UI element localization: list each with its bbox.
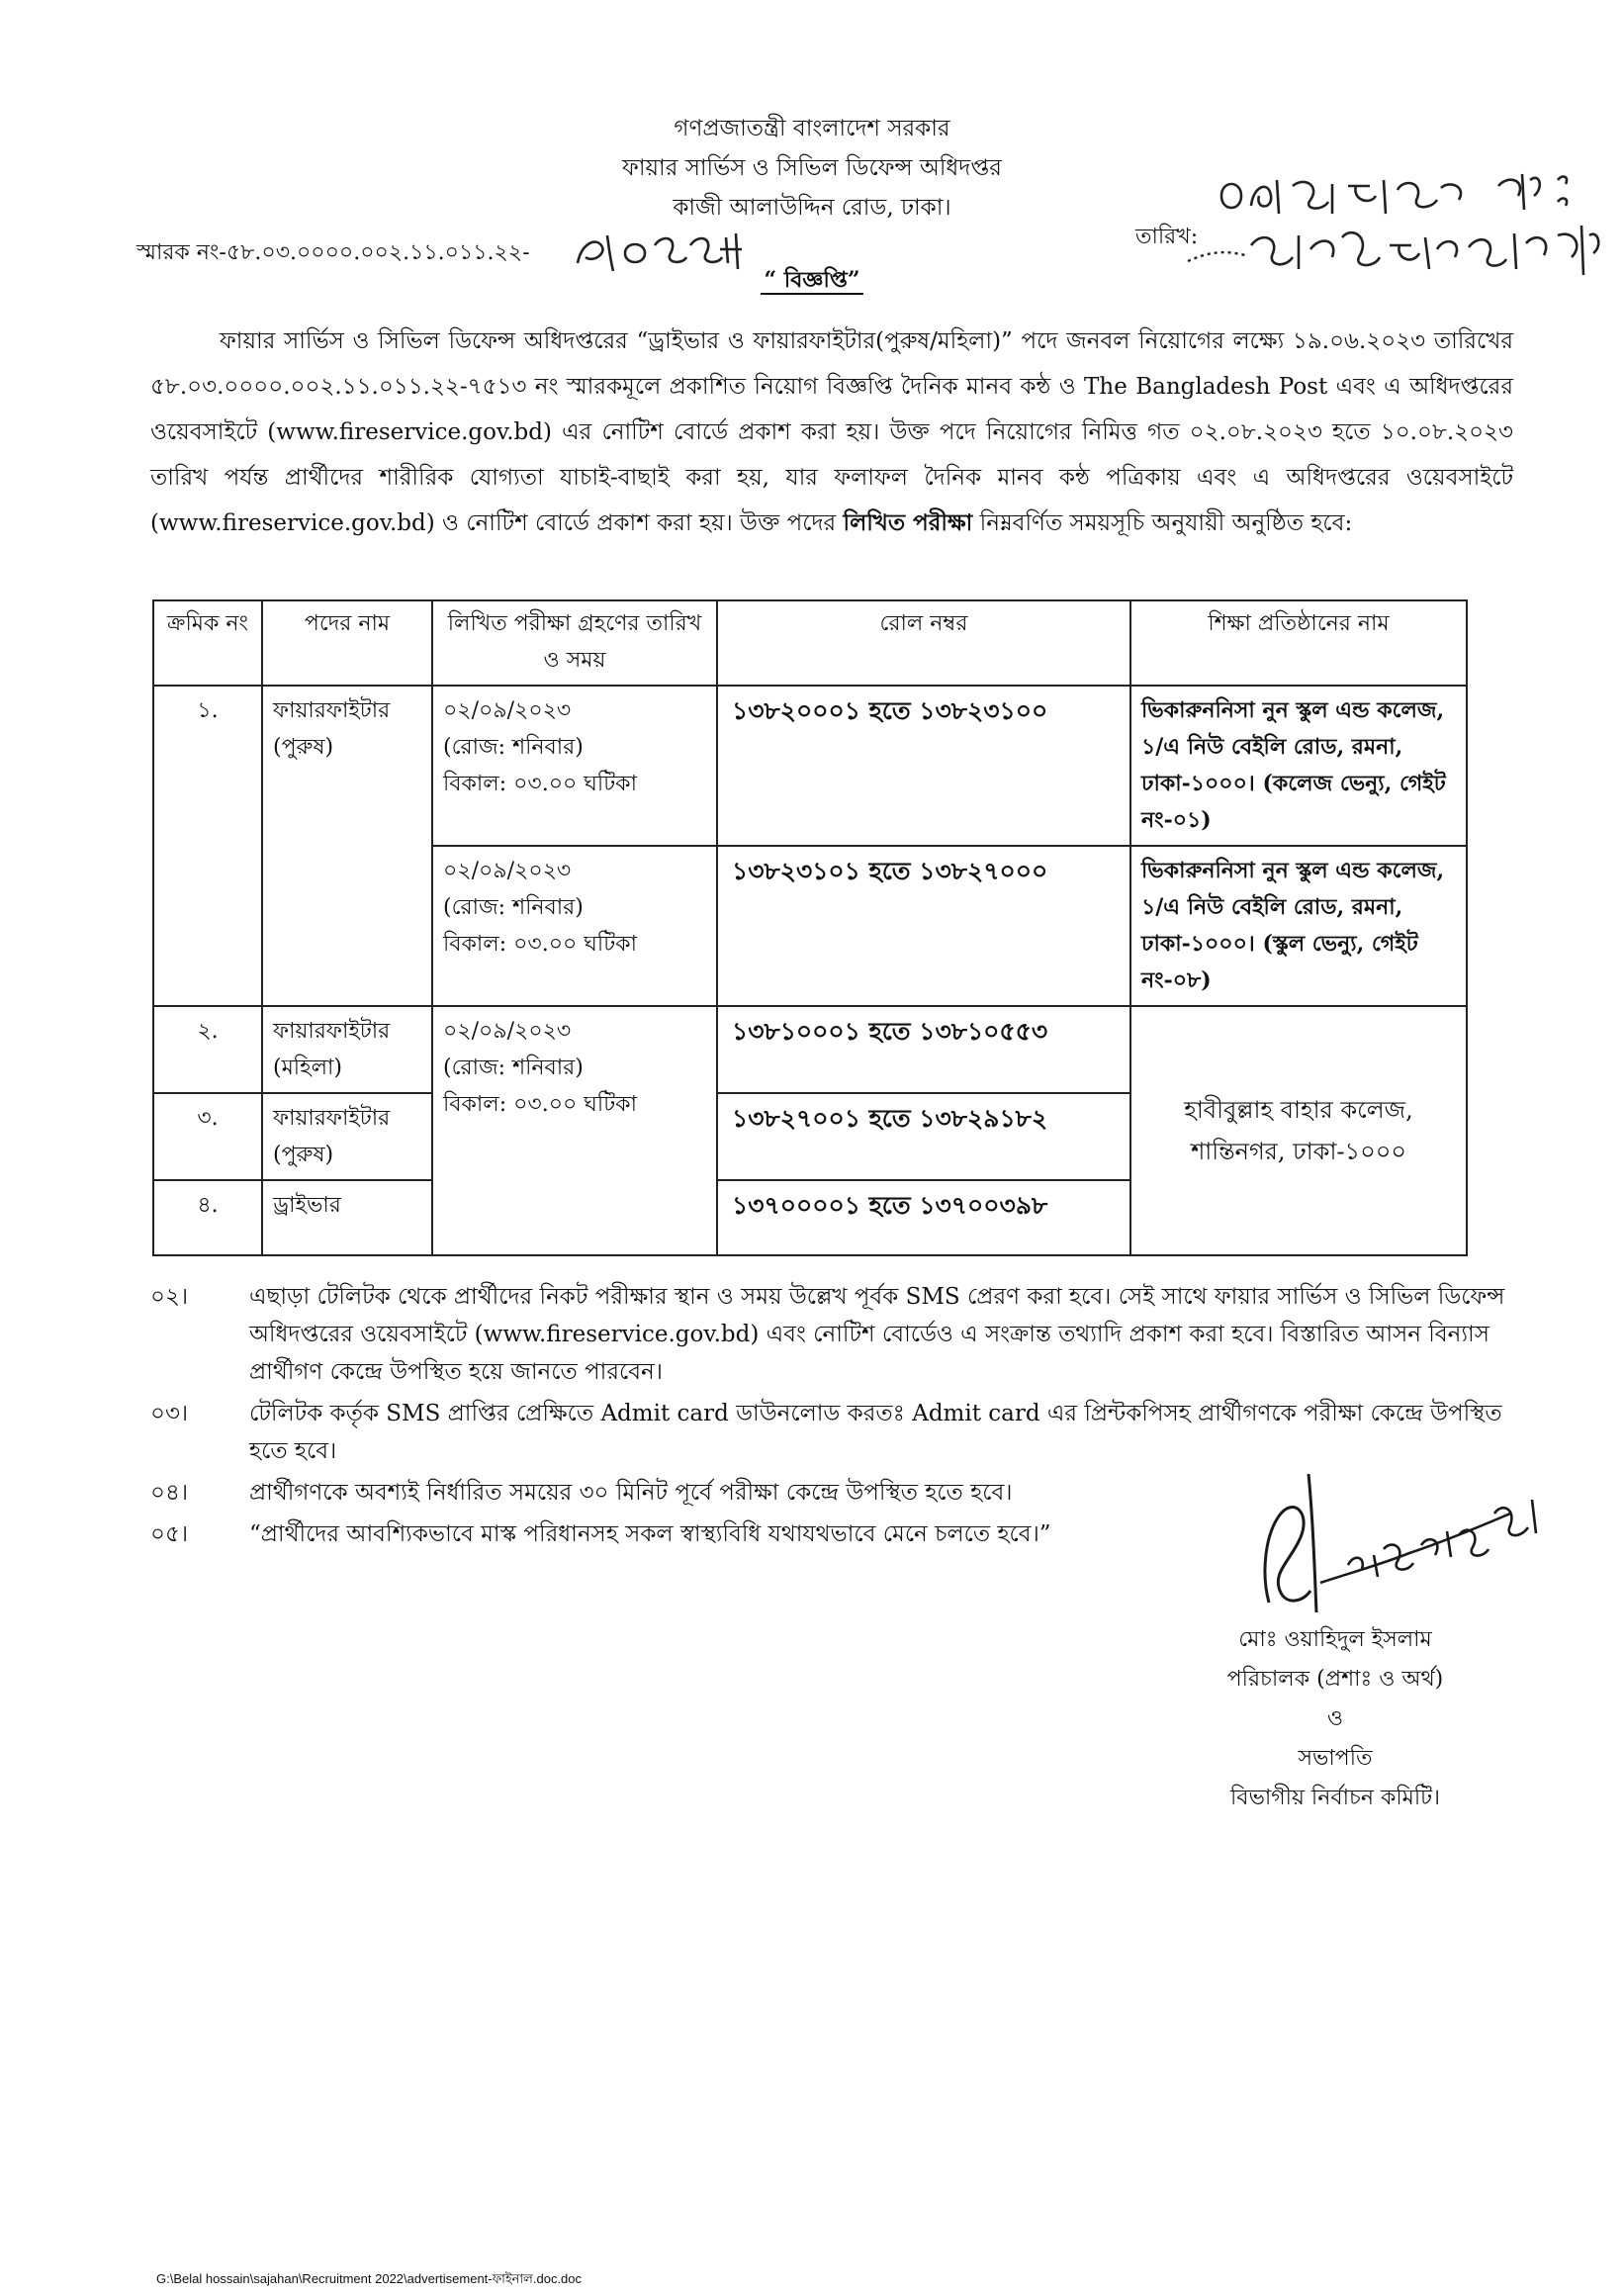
signatory-role: সভাপতি [1298, 1746, 1373, 1771]
intro-text: ফায়ার সার্ভিস ও সিভিল ডিফেন্স অধিদপ্তরের “ড্রাইভার ও ফায়ারফাইটার(পুরুষ/মহিলা)” পদে জনবল নিয়োগের লক্ষ্যে ১৯.০৬.২০২৩ তারিখের ৫৮.০৩.০০০০.০০২.১১.০১১.২২-৭৫১৩ নং স্মারকমূলে প্রকাশিত নিয়োগ বিজ্ঞপ্তি দৈনিক মানব কন্ঠ ও The Bangladesh Post এবং এ অধিদপ্তরের ওয়েবসাইটে (www.fireservice.gov.bd) এর নোটিশ বোর্ডে প্রকাশ করা হয়। উক্ত পদে নিয়োগের নিমিত্ত গত ০২.০৮.২০২৩ হতে ১০.০৮.২০২৩ তারিখ পর্যন্ত প্রার্থীদের শারীরিক যোগ্যতা যাচাই-বাছাই করা হয়, যার ফলাফল দৈনিক মানব কন্ঠ পত্রিকায় এবং এ অধিদপ্তরের ওয়েবসাইটে (www.fireservice.gov.bd) ও নোটিশ বোর্ডে প্রকাশ করা হয়। উক্ত পদের [150, 328, 1513, 536]
item-number: ০২। [150, 1284, 189, 1310]
signatory-committee: বিভাগীয় নির্বাচন কমিটি। [1229, 1786, 1441, 1810]
exam-schedule-table [152, 599, 1468, 1256]
row-serial: ৩. [153, 1093, 262, 1180]
intro-tail: নিম্নবর্ণিত সময়সূচি অনুযায়ী অনুষ্ঠিত হবে: [972, 510, 1353, 536]
handwritten-signature [1251, 1454, 1548, 1622]
row-roll-range: ১৩৮২৩১০১ হতে ১৩৮২৭০০০ [717, 846, 1130, 1006]
row-institution: ভিকারুননিসা নুন স্কুল এন্ড কলেজ, ১/এ নিউ বেইলি রোড, রমনা, ঢাকা-১০০০। (স্কুল ভেন্যু, গেইট নং-০৮) [1130, 846, 1467, 1006]
row-post: ফায়ারফাইটার (পুরুষ) [262, 1093, 432, 1180]
signatory-name: মোঃ ওয়াহিদুল ইসলাম [1238, 1627, 1432, 1652]
row-post: ড্রাইভার [262, 1180, 432, 1255]
item-text: টেলিটক কর্তৃক SMS প্রাপ্তির প্রেক্ষিতে Admit card ডাউনলোড করতঃ Admit card এর প্রিন্টকপিসহ প্রার্থীগণকে পরীক্ষা কেন্দ্রে উপস্থিত হতে হবে। [249, 1401, 1502, 1464]
row-serial: ২. [153, 1006, 262, 1093]
signatory-designation: পরিচালক (প্রশাঃ ও অর্থ) [1226, 1667, 1444, 1692]
row-post-empty [262, 846, 432, 1006]
row-serial: ১. [153, 686, 262, 846]
row-roll-range: ১৩৮২৭০০১ হতে ১৩৮২৯১৮২ [717, 1093, 1130, 1180]
row-roll-range: ১৩৮১০০০১ হতে ১৩৮১০৫৫৩ [717, 1006, 1130, 1093]
signatory-block [1128, 1620, 1543, 1818]
govt-name: গণপ্রজাতন্ত্রী বাংলাদেশ সরকার [674, 116, 950, 141]
row-roll-range: ১৩৭০০০০১ হতে ১৩৭০০৩৯৮ [717, 1180, 1130, 1255]
header-institution: শিক্ষা প্রতিষ্ঠানের নাম [1130, 600, 1467, 686]
table-row [153, 686, 1467, 846]
item-number: ০৫। [150, 1521, 189, 1547]
row-exam-date: ০২/০৯/২০২৩ (রোজ: শনিবার) বিকাল: ০৩.০০ ঘটিকা [432, 846, 717, 1006]
file-path-footer: G:\Belal hossain\sajahan\Recruitment 2022\advertisement-ফাইনাল.doc.doc [156, 2271, 583, 2286]
item-number: ০৩। [150, 1401, 189, 1426]
office-address: কাজী আলাউদ্দিন রোড, ঢাকা। [673, 195, 951, 221]
row-post: ফায়ারফাইটার (মহিলা) [262, 1006, 432, 1093]
header-roll: রোল নম্বর [717, 600, 1130, 686]
row-institution-shared: হাবীবুল্লাহ বাহার কলেজ, শান্তিনগর, ঢাকা-১০০০ [1130, 1006, 1467, 1255]
row-post: ফায়ারফাইটার (পুরুষ) [262, 686, 432, 846]
row-serial-empty [153, 846, 262, 1006]
table-row [153, 1006, 1467, 1093]
row-exam-date-shared: ০২/০৯/২০২৩ (রোজ: শনিবার) বিকাল: ০৩.০০ ঘটিকা [432, 1006, 717, 1255]
written-exam-emphasis: লিখিত পরীক্ষা [843, 509, 973, 536]
intro-paragraph [150, 319, 1513, 546]
row-serial: ৪. [153, 1180, 262, 1255]
item-text: প্রার্থীগণকে অবশ্যই নির্ধারিত সময়ের ৩০ মিনিট পূর্বে পরীক্ষা কেন্দ্রে উপস্থিত হতে হবে। [249, 1480, 1013, 1506]
row-exam-date: ০২/০৯/২০২৩ (রোজ: শনিবার) বিকাল: ০৩.০০ ঘটিকা [432, 686, 717, 846]
item-number: ০৪। [150, 1480, 189, 1506]
header-exam-date: লিখিত পরীক্ষা গ্রহণের তারিখ ও সময় [432, 600, 717, 686]
list-item [150, 1278, 1513, 1391]
department-name: ফায়ার সার্ভিস ও সিভিল ডিফেন্স অধিদপ্তর [622, 155, 1002, 181]
header-serial: ক্রমিক নং [153, 600, 262, 686]
table-row [153, 846, 1467, 1006]
header-post: পদের নাম [262, 600, 432, 686]
item-text: “প্রার্থীদের আবশ্যিকভাবে মাস্ক পরিধানসহ সকল স্বাস্থ্যবিধি যথাযথভাবে মেনে চলতে হবে।” [249, 1521, 1051, 1547]
date-label: তারিখ: [1135, 225, 1199, 249]
memo-reference: স্মারক নং-৫৮.০৩.০০০০.০০২.১১.০১১.২২- [136, 240, 530, 265]
notice-title: “ বিজ্ঞপ্তি” [0, 263, 1624, 300]
item-text: এছাড়া টেলিটক থেকে প্রার্থীদের নিকট পরীক্ষার স্থান ও সময় উল্লেখ পূর্বক SMS প্রেরণ করা হবে। সেই সাথে ফায়ার সার্ভিস ও সিভিল ডিফেন্স অধিদপ্তরের ওয়েবসাইটে (www.fireservice.gov.bd) এবং নোটিশ বোর্ডেও এ সংক্রান্ত তথ্যাদি প্রকাশ করা হবে। বিস্তারিত আসন বিন্যাস প্রার্থীগণ কেন্দ্রে উপস্থিত হয়ে জানতে পারবেন। [249, 1284, 1505, 1385]
row-institution: ভিকারুননিসা নুন স্কুল এন্ড কলেজ, ১/এ নিউ বেইলি রোড, রমনা, ঢাকা-১০০০। (কলেজ ভেন্যু, গেইট নং-০১) [1130, 686, 1467, 846]
signatory-conj: ও [1326, 1706, 1344, 1731]
table-header-row [153, 600, 1467, 686]
row-roll-range: ১৩৮২০০০১ হতে ১৩৮২৩১০০ [717, 686, 1130, 846]
